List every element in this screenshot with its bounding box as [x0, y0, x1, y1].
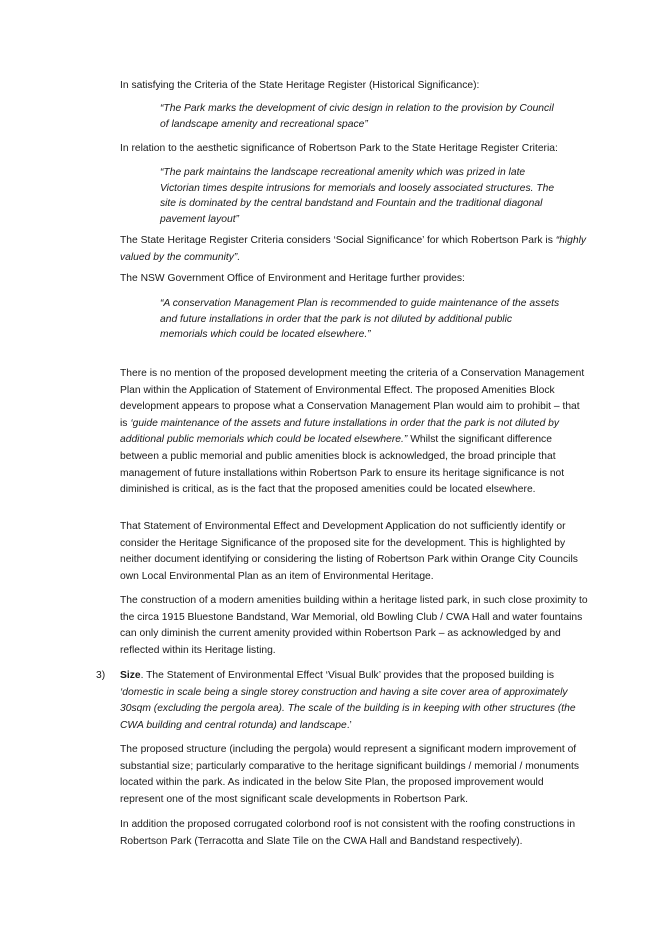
paragraph-social-significance [120, 233, 588, 266]
list-number: 3) [96, 670, 106, 681]
quote-historical-significance: “The Park marks the development of civic design in relation to the provision by Council of landscape amenity and recreational space” [160, 103, 554, 130]
social-significance-text: The State Heritage Register Criteria considers ‘Social Significance’ for which Robertson Park is [120, 235, 556, 246]
size-heading: Size [120, 670, 141, 681]
quote-conservation-plan: “A conservation Management Plan is recommended to guide maintenance of the assets and future installations in order that the park is not diluted by additional public memorials which could be located elsewhere.” [160, 298, 560, 341]
conservation-text-1: There is no mention of the proposed development meeting the criteria of a Conservation Management Plan within the Application of Statement of Environmental Effect. The proposed Amenities Block development appears to propose what a Conservation Management Plan would aim to prohibit – that is [120, 368, 585, 429]
paragraph-nsw-office: The NSW Government Office of Environment and Heritage further provides: [120, 273, 465, 284]
size-text: . The Statement of Environmental Effect ‘Visual Bulk’ provides that the proposed building is [140, 670, 555, 681]
paragraph-conservation-management [120, 366, 588, 499]
paragraph-historical-criteria: In satisfying the Criteria of the State Heritage Register (Historical Significance): [120, 80, 480, 91]
size-quote-end: .’ [346, 719, 352, 731]
social-significance-quote: “highly valued by the community”. [120, 235, 587, 263]
paragraph-roofing: In addition the proposed corrugated colorbond roof is not consistent with the roofing constructions in Robertson Park (Terracotta and Slate Tile on the CWA Hall and Bandstand respectively). [120, 819, 576, 847]
paragraph-modern-construction: The construction of a modern amenities building within a heritage listed park, in such close proximity to the circa 1915 Bluestone Bandstand, War Memorial, old Bowling Club / CWA Hall and water fountains can only diminish the current amenity provided within Robertson Park – as acknowledged by and reflected within its Heritage listing. [120, 595, 588, 656]
size-quote: ‘domestic in scale being a single storey construction and having a site cover area of approximately 30sqm (excluding the pergola area). The scale of the building is in keeping with other structures (the CWA building and central rotunda) and landscape [120, 686, 576, 731]
quote-aesthetic-significance: “The park maintains the landscape recreational amenity which was prized in late Victorian times despite intrusions for memorials and loosely associated structures. The site is dominated by the central bandstand and Fountain and the traditional diagonal pavement layout” [160, 167, 555, 225]
paragraph-proposed-structure: The proposed structure (including the pergola) would represent a significant modern improvement of substantial size; particularly comparative to the heritage significant buildings / memorial / monuments located within the park. As indicated in the below Site Plan, the proposed improvement would represent one of the most significant scale developments in Robertson Park. [120, 744, 580, 805]
list-item-size [120, 668, 588, 734]
paragraph-aesthetic-criteria: In relation to the aesthetic significance of Robertson Park to the State Heritage Register Criteria: [120, 143, 558, 154]
conservation-text-2: Whilst the significant difference between a public memorial and public amenities block is acknowledged, the broad principle that management of future installations within Robertson Park to ensure its heritage significance is not diminished is critical, as is the fact that the proposed amenities could be located elsewhere. [120, 434, 565, 496]
conservation-quote: ‘guide maintenance of the assets and future installations in order that the park is not diluted by additional public memorials which could be located elsewhere.” [120, 417, 560, 446]
paragraph-heritage-significance: That Statement of Environmental Effect and Development Application do not sufficiently identify or consider the Heritage Significance of the proposed site for the development. This is highlighted by neither document identifying or considering the listing of Robertson Park within Orange City Councils own Local Environmental Plan as an item of Environmental Heritage. [120, 521, 578, 582]
